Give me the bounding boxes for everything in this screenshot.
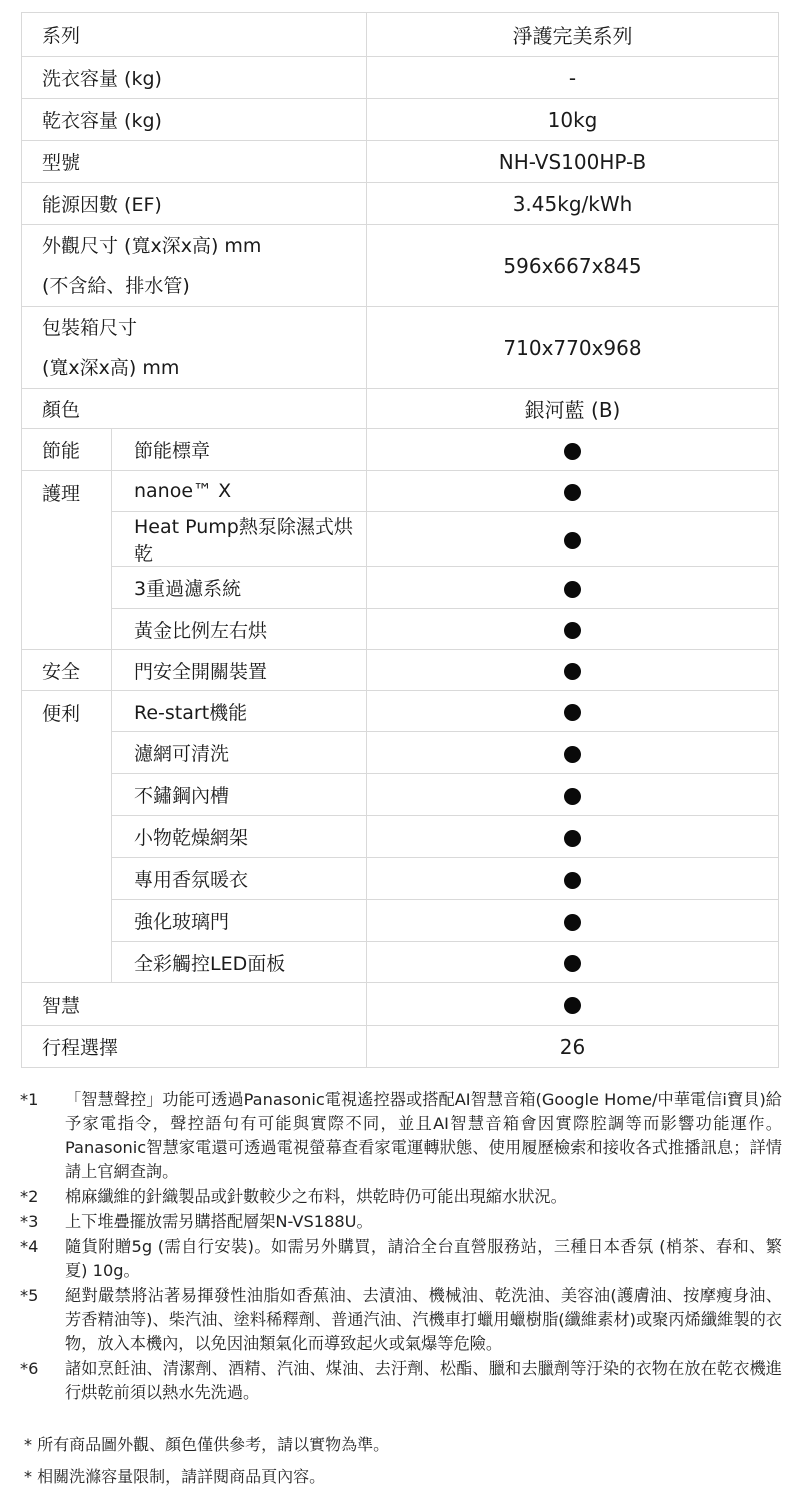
footnote-mark: *3 bbox=[20, 1212, 39, 1231]
package-size-value: 710x770x968 bbox=[367, 307, 779, 389]
footnote bbox=[20, 1284, 782, 1356]
table-row bbox=[22, 389, 779, 429]
package-size-label-line1: 包裝箱尺寸 bbox=[42, 316, 138, 339]
feature-dot bbox=[564, 914, 581, 931]
dimensions-label bbox=[22, 225, 367, 307]
footnote-text: 棉麻纖維的針織製品或針數較少之布料，烘乾時仍可能出現縮水狀況。 bbox=[65, 1187, 567, 1206]
feature-dot bbox=[564, 788, 581, 805]
table-row bbox=[22, 57, 779, 99]
model-value: NH-VS100HP-B bbox=[367, 141, 779, 183]
table-row bbox=[22, 942, 779, 983]
feature-dot bbox=[564, 663, 581, 680]
dimensions-value: 596x667x845 bbox=[367, 225, 779, 307]
feature-small-rack: 小物乾燥網架 bbox=[112, 816, 367, 858]
feature-dot bbox=[564, 622, 581, 639]
footnote-mark: *2 bbox=[20, 1187, 39, 1206]
feature-dot bbox=[564, 955, 581, 972]
table-row bbox=[22, 774, 779, 816]
footnote-mark: *4 bbox=[20, 1237, 39, 1256]
table-row bbox=[22, 858, 779, 900]
feature-energy-label: 節能標章 bbox=[112, 429, 367, 471]
table-row bbox=[22, 691, 779, 732]
footnote-mark: *6 bbox=[20, 1359, 39, 1378]
table-row bbox=[22, 983, 779, 1026]
footnotes bbox=[20, 1088, 782, 1406]
feature-dot bbox=[564, 830, 581, 847]
table-row bbox=[22, 225, 779, 307]
feature-heat-pump: Heat Pump熱泵除濕式烘乾 bbox=[112, 512, 367, 567]
feature-nanoe: nanoe™ X bbox=[112, 471, 367, 512]
feature-dot bbox=[564, 581, 581, 598]
table-row bbox=[22, 141, 779, 183]
feature-dot bbox=[564, 746, 581, 763]
dry-capacity-value: 10kg bbox=[367, 99, 779, 141]
smart-label: 智慧 bbox=[22, 983, 367, 1026]
category-convenience: 便利 bbox=[22, 691, 112, 983]
category-care: 護理 bbox=[22, 471, 112, 650]
table-row bbox=[22, 609, 779, 650]
feature-glass-door: 強化玻璃門 bbox=[112, 900, 367, 942]
footnote-text: 隨貨附贈5g (需自行安裝)。如需另外購買，請洽全台直營服務站，三種日本香氛 (梢茶、春和、繁夏) 10g。 bbox=[65, 1237, 782, 1280]
table-row bbox=[22, 650, 779, 691]
feature-fragrance: 專用香氛暖衣 bbox=[112, 858, 367, 900]
footnote bbox=[20, 1185, 782, 1209]
wash-capacity-value: - bbox=[367, 57, 779, 99]
feature-dot bbox=[564, 532, 581, 549]
disclaimer-appearance: * 所有商品圖外觀、顏色僅供參考，請以實物為準。 bbox=[24, 1435, 390, 1454]
color-value: 銀河藍 (B) bbox=[367, 389, 779, 429]
series-label: 系列 bbox=[22, 13, 367, 57]
feature-restart: Re-start機能 bbox=[112, 691, 367, 732]
footnote bbox=[20, 1210, 782, 1234]
dry-capacity-label: 乾衣容量 (kg) bbox=[22, 99, 367, 141]
wash-capacity-label: 洗衣容量 (kg) bbox=[22, 57, 367, 99]
feature-dot bbox=[564, 443, 581, 460]
spec-table bbox=[21, 12, 779, 1068]
table-row bbox=[22, 1026, 779, 1068]
table-row bbox=[22, 732, 779, 774]
table-row bbox=[22, 183, 779, 225]
footnote bbox=[20, 1088, 782, 1184]
footnote-mark: *5 bbox=[20, 1286, 39, 1305]
table-row bbox=[22, 99, 779, 141]
energy-factor-label: 能源因數 (EF) bbox=[22, 183, 367, 225]
feature-washable-filter: 濾網可清洗 bbox=[112, 732, 367, 774]
package-size-label bbox=[22, 307, 367, 389]
feature-led-panel: 全彩觸控LED面板 bbox=[112, 942, 367, 983]
footnote-text: 諸如烹飪油、清潔劑、酒精、汽油、煤油、去汙劑、松酯、臘和去臘劑等汙染的衣物在放在乾衣機進行烘乾前須以熱水先洗過。 bbox=[65, 1359, 782, 1402]
footnote-text: 上下堆疊擺放需另購搭配層架N-VS188U。 bbox=[65, 1212, 373, 1231]
feature-dot bbox=[564, 997, 581, 1014]
feature-dot bbox=[564, 484, 581, 501]
package-size-label-line2: (寬x深x高) mm bbox=[42, 356, 180, 379]
model-label: 型號 bbox=[22, 141, 367, 183]
table-row bbox=[22, 567, 779, 609]
feature-dot bbox=[564, 704, 581, 721]
feature-stainless-drum: 不鏽鋼內槽 bbox=[112, 774, 367, 816]
dimensions-label-line1: 外觀尺寸 (寬x深x高) mm bbox=[42, 234, 262, 257]
footnote-text: 絕對嚴禁將沾著易揮發性油脂如香蕉油、去漬油、機械油、乾洗油、美容油(護膚油、按摩瘦身油、芳香精油等)、柴汽油、塗料稀釋劑、普通汽油、汽機車打蠟用蠟樹脂(纖維素材)或聚丙烯纖維製的衣物，放入本機內，以免因油類氣化而導致起火或氣爆等危險。 bbox=[65, 1286, 782, 1353]
feature-triple-filter: 3重過濾系統 bbox=[112, 567, 367, 609]
category-energy: 節能 bbox=[22, 429, 112, 471]
table-row bbox=[22, 900, 779, 942]
energy-factor-value: 3.45kg/kWh bbox=[367, 183, 779, 225]
footnote bbox=[20, 1357, 782, 1405]
table-row bbox=[22, 429, 779, 471]
footnote-text: 「智慧聲控」功能可透過Panasonic電視遙控器或搭配AI智慧音箱(Google Home/中華電信i寶貝)給予家電指令，聲控語句有可能與實際不同，並且AI智慧音箱會因實際腔調等而影響功能運作。Panasonic智慧家電還可透過電視螢幕查看家電運轉狀態、使用履歷檢索和接收各式推播訊息；詳情請上官網查詢。 bbox=[65, 1090, 782, 1181]
feature-dot bbox=[564, 872, 581, 889]
table-header-row bbox=[22, 13, 779, 57]
table-row bbox=[22, 471, 779, 512]
table-row bbox=[22, 307, 779, 389]
table-row bbox=[22, 816, 779, 858]
programs-value: 26 bbox=[367, 1026, 779, 1068]
footnote bbox=[20, 1235, 782, 1283]
series-value: 淨護完美系列 bbox=[367, 13, 779, 57]
footnote-mark: *1 bbox=[20, 1090, 39, 1109]
table-row bbox=[22, 512, 779, 567]
color-label: 顏色 bbox=[22, 389, 367, 429]
feature-door-safety: 門安全開關裝置 bbox=[112, 650, 367, 691]
category-safety: 安全 bbox=[22, 650, 112, 691]
feature-golden-ratio: 黃金比例左右烘 bbox=[112, 609, 367, 650]
disclaimer-capacity: * 相關洗滌容量限制，請詳閱商品頁內容。 bbox=[24, 1467, 326, 1486]
dimensions-label-line2: (不含給、排水管) bbox=[42, 274, 190, 297]
programs-label: 行程選擇 bbox=[22, 1026, 367, 1068]
